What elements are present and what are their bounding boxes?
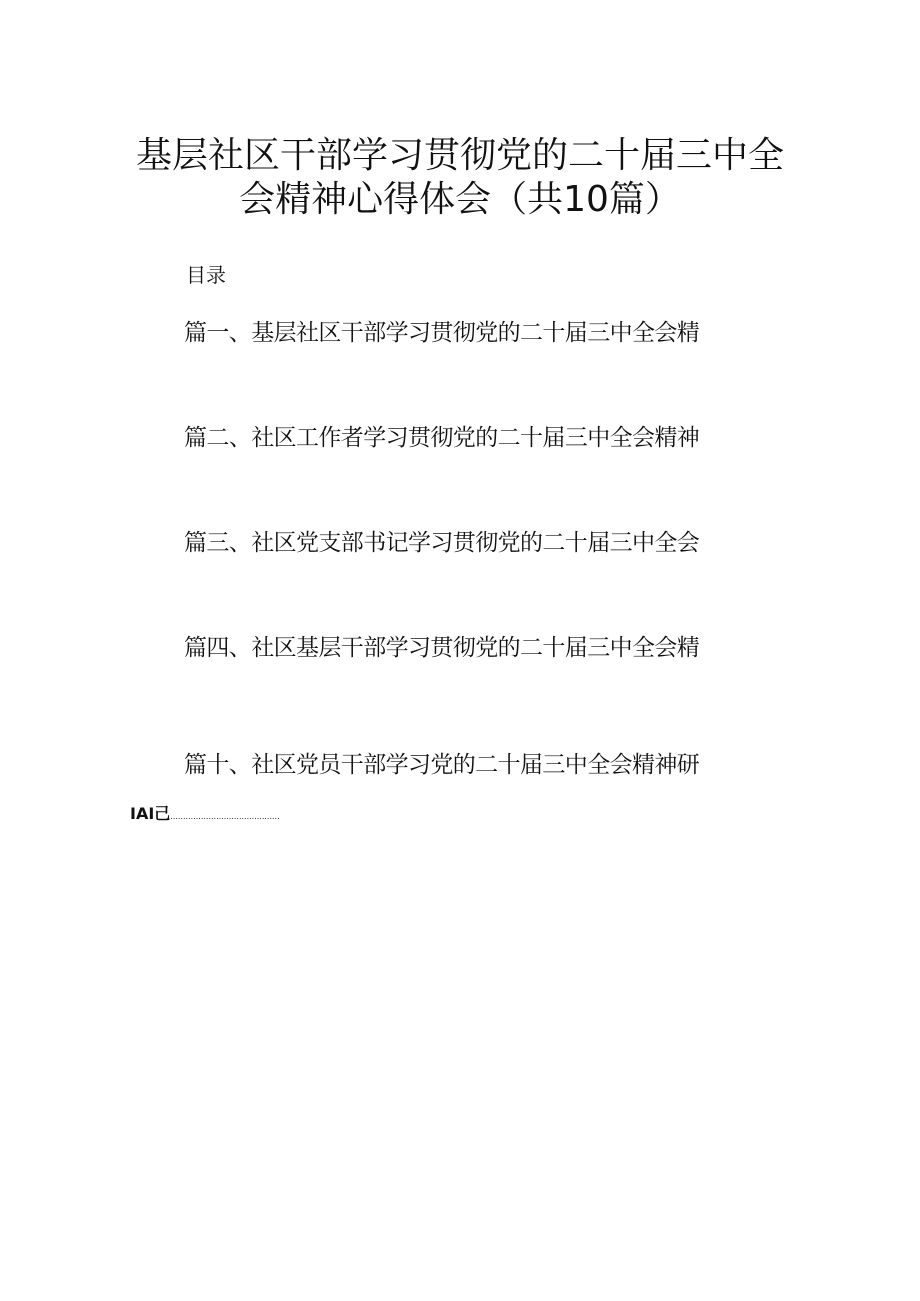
- toc-entry: 篇十、社区党员干部学习党的二十届三中全会精神研: [184, 752, 700, 778]
- document-title-line-1: 基层社区干部学习贯彻党的二十届三中全: [135, 135, 784, 176]
- toc-entry: 篇三、社区党支部书记学习贯彻党的二十届三中全会: [184, 530, 700, 556]
- toc-dot-leader: ...........................................: [170, 812, 280, 821]
- document-title-line-2: 会精神心得体会（共10篇）: [239, 179, 681, 220]
- toc-continuation-text: IAI己: [130, 804, 171, 823]
- toc-entry: 篇二、社区工作者学习贯彻党的二十届三中全会精神: [184, 425, 700, 451]
- toc-entry: 篇四、社区基层干部学习贯彻党的二十届三中全会精: [184, 635, 700, 661]
- toc-entry-continuation: [130, 804, 280, 827]
- toc-heading: 目录: [186, 263, 226, 287]
- toc-entry: 篇一、基层社区干部学习贯彻党的二十届三中全会精: [184, 320, 700, 346]
